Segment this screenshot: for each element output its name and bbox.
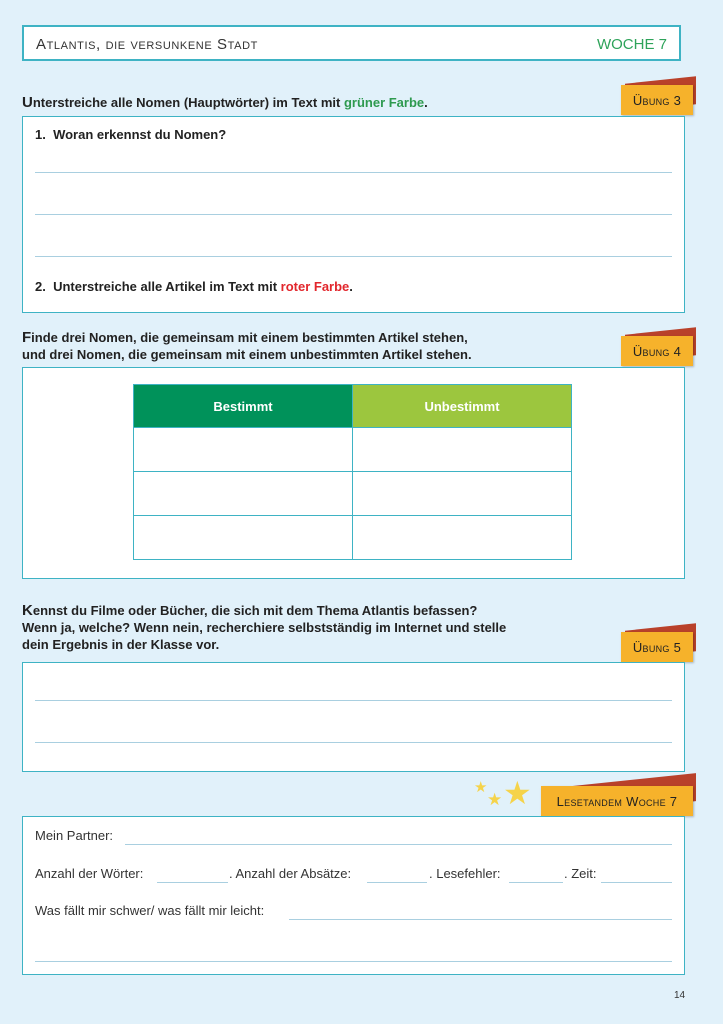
exercise-3-instruction: Unterstreiche alle Nomen (Hauptwörter) im Text mit grüner Farbe. bbox=[22, 94, 428, 111]
table-cell[interactable] bbox=[134, 428, 353, 472]
exercise-3-tag-label: Übung 3 bbox=[621, 85, 693, 115]
reading-errors-field[interactable] bbox=[509, 882, 563, 883]
tandem-panel bbox=[22, 816, 685, 975]
exercise-3-tag bbox=[621, 85, 693, 115]
exercise-5-panel bbox=[22, 662, 685, 772]
star-icon: ★ bbox=[474, 779, 488, 796]
exercise-4-instruction: Finde drei Nomen, die gemeinsam mit einem bestimmten Artikel stehen, und drei Nomen, die gemeinsam mit einem unbestimmten Artikel stehen. bbox=[22, 329, 472, 362]
difficulty-field[interactable] bbox=[289, 919, 672, 920]
difficulty-label: Was fällt mir schwer/ was fällt mir leicht: bbox=[35, 903, 265, 918]
tandem-tag-label: Lesetandem Woche 7 bbox=[541, 786, 693, 816]
paragraph-count-label: . Anzahl der Absätze: bbox=[229, 866, 352, 881]
header-box bbox=[22, 25, 681, 61]
page-title: Atlantis, die versunkene Stadt bbox=[36, 36, 258, 53]
time-label: . Zeit: bbox=[564, 866, 597, 881]
page-number: 14 bbox=[674, 990, 686, 1001]
answer-line[interactable] bbox=[35, 256, 672, 257]
star-icon: ★ bbox=[487, 790, 503, 809]
exercise-5-instruction: Kennst du Filme oder Bücher, die sich mit dem Thema Atlantis befassen? Wenn ja, welche? Wenn nein, recherchiere selbstständig im Internet und stelle dein Ergebnis in der Klasse vor. bbox=[22, 602, 507, 652]
partner-label: Mein Partner: bbox=[35, 828, 114, 843]
exercise-4-tag bbox=[621, 336, 693, 366]
answer-line[interactable] bbox=[35, 961, 672, 962]
tandem-tag bbox=[541, 786, 693, 816]
exercise-5-tag bbox=[621, 632, 693, 662]
exercise-3-question-2: 2. Unterstreiche alle Artikel im Text mit roter Farbe. bbox=[35, 279, 353, 294]
table-cell[interactable] bbox=[134, 472, 353, 516]
table-cell[interactable] bbox=[134, 516, 353, 560]
column-header-bestimmt: Bestimmt bbox=[134, 385, 353, 428]
table-cell[interactable] bbox=[353, 472, 572, 516]
star-icon: ★ bbox=[503, 775, 532, 811]
partner-field[interactable] bbox=[125, 844, 672, 845]
column-header-unbestimmt: Unbestimmt bbox=[353, 385, 572, 428]
table-cell[interactable] bbox=[353, 428, 572, 472]
exercise-3-question-1: 1. Woran erkennst du Nomen? bbox=[35, 127, 227, 142]
exercise-3-panel bbox=[22, 116, 685, 313]
exercise-4-panel bbox=[22, 367, 685, 579]
answer-line[interactable] bbox=[35, 700, 672, 701]
exercise-5-tag-label: Übung 5 bbox=[621, 632, 693, 662]
word-count-field[interactable] bbox=[157, 882, 228, 883]
table-cell[interactable] bbox=[353, 516, 572, 560]
paragraph-count-field[interactable] bbox=[367, 882, 427, 883]
answer-line[interactable] bbox=[35, 742, 672, 743]
article-table bbox=[133, 384, 572, 560]
exercise-4-tag-label: Übung 4 bbox=[621, 336, 693, 366]
reading-errors-label: . Lesefehler: bbox=[429, 866, 501, 881]
word-count-label: Anzahl der Wörter: bbox=[35, 866, 144, 881]
week-label: WOCHE 7 bbox=[596, 36, 667, 53]
time-field[interactable] bbox=[601, 882, 672, 883]
answer-line[interactable] bbox=[35, 214, 672, 215]
answer-line[interactable] bbox=[35, 172, 672, 173]
